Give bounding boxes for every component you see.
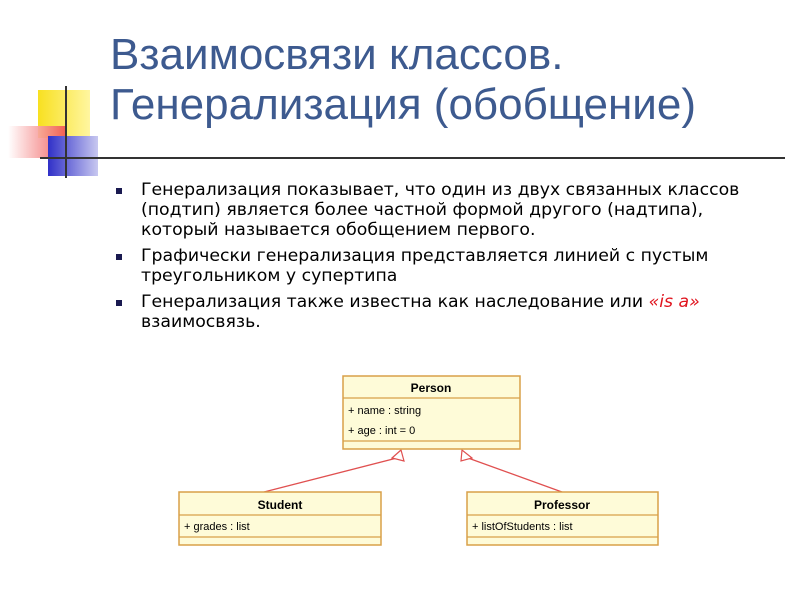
generalization-line-professor xyxy=(468,458,562,492)
class-professor xyxy=(467,492,658,545)
class-name: Person xyxy=(410,381,452,395)
title-line-2: Генерализация (обобщение) xyxy=(110,80,696,129)
generalization-line-student xyxy=(264,458,397,492)
bullet-text-end: взаимосвязь. xyxy=(141,312,261,332)
class-attribute: + grades : list xyxy=(184,521,250,533)
class-attribute: + listOfStudents : list xyxy=(472,521,573,533)
class-attribute: + name : string xyxy=(348,405,422,417)
is-a-highlight: «is a» xyxy=(648,292,700,312)
class-attribute: + age : int = 0 xyxy=(348,425,416,437)
bullet-text: Графически генерализация представляется линией с пустым треугольником у супертипа xyxy=(141,246,709,286)
bullet-text: Генерализация показывает, что один из двух связанных классов (подтип) является более частной формой другого (надтипа), который называется обобщением первого. xyxy=(141,180,740,240)
class-student xyxy=(179,492,381,545)
class-person xyxy=(343,376,520,449)
title-line-1: Взаимосвязи классов. xyxy=(110,30,564,79)
bullet-text: Генерализация также известна как наследование или xyxy=(141,292,649,312)
class-name: Student xyxy=(257,498,303,512)
class-name: Professor xyxy=(533,498,591,512)
